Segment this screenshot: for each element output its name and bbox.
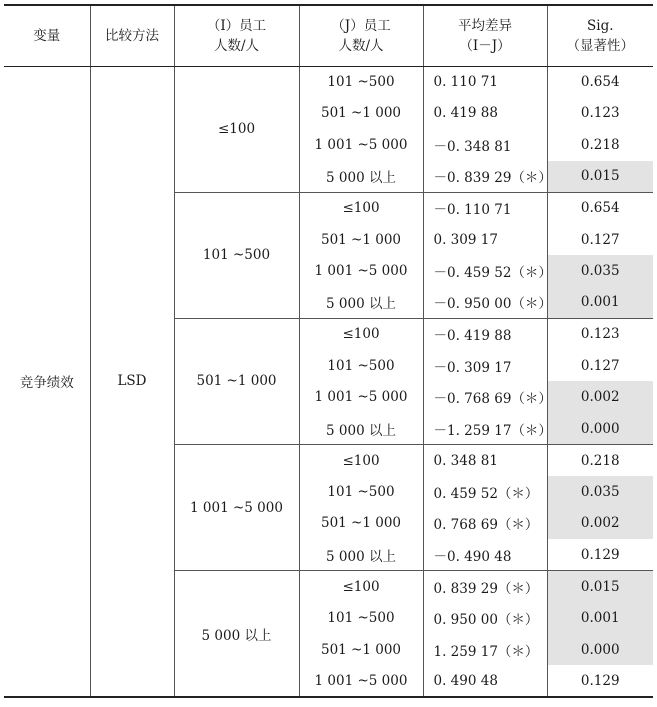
mean-difference-cell: －0. 419 88: [423, 318, 547, 350]
mean-difference-cell: －0. 309 17: [423, 350, 547, 382]
j-count-cell: 5 000 以上: [299, 539, 423, 571]
significance-cell: 0.002: [547, 508, 653, 540]
significance-cell: 0.654: [547, 66, 653, 98]
significance-cell: 0.015: [547, 571, 653, 603]
mean-difference-cell: 0. 459 52（＊）: [423, 476, 547, 508]
mean-difference-cell: －0. 459 52（＊）: [423, 255, 547, 287]
table-header: [4, 5, 653, 66]
significance-cell: 0.000: [547, 413, 653, 445]
significance-cell: 0.035: [547, 255, 653, 287]
mean-difference-cell: －1. 259 17（＊）: [423, 413, 547, 445]
mean-difference-cell: －0. 839 29（＊）: [423, 161, 547, 193]
j-count-cell: 501 ~1 000: [299, 224, 423, 256]
header-j-count: （J）员工 人数/人: [299, 5, 423, 66]
significance-cell: 0.000: [547, 634, 653, 666]
j-count-cell: 1 001 ~5 000: [299, 665, 423, 697]
significance-cell: 0.218: [547, 129, 653, 161]
significance-cell: 0.129: [547, 539, 653, 571]
i-group-cell: 5 000 以上: [174, 571, 299, 697]
j-count-cell: 101 ~500: [299, 602, 423, 634]
header-row: [4, 5, 653, 66]
j-count-cell: ≤100: [299, 318, 423, 350]
j-count-cell: 501 ~1 000: [299, 98, 423, 130]
significance-cell: 0.127: [547, 350, 653, 382]
significance-cell: 0.218: [547, 445, 653, 477]
lsd-comparison-table: [4, 4, 653, 698]
i-group-cell: 501 ~1 000: [174, 318, 299, 444]
significance-cell: 0.015: [547, 161, 653, 193]
j-count-cell: ≤100: [299, 571, 423, 603]
significance-cell: 0.001: [547, 602, 653, 634]
j-count-cell: 1 001 ~5 000: [299, 255, 423, 287]
variable-cell: 竞争绩效: [4, 66, 90, 697]
j-count-cell: 5 000 以上: [299, 287, 423, 319]
j-count-cell: 5 000 以上: [299, 161, 423, 193]
j-count-cell: ≤100: [299, 445, 423, 477]
mean-difference-cell: 1. 259 17（＊）: [423, 634, 547, 666]
header-significance: Sig. （显著性）: [547, 5, 653, 66]
significance-cell: 0.127: [547, 224, 653, 256]
significance-cell: 0.654: [547, 192, 653, 224]
significance-cell: 0.123: [547, 98, 653, 130]
significance-cell: 0.035: [547, 476, 653, 508]
mean-difference-cell: 0. 348 81: [423, 445, 547, 477]
mean-difference-cell: 0. 419 88: [423, 98, 547, 130]
significance-cell: 0.001: [547, 287, 653, 319]
j-count-cell: 101 ~500: [299, 476, 423, 508]
header-mean-difference: 平均差异 （I－J）: [423, 5, 547, 66]
significance-cell: 0.002: [547, 381, 653, 413]
j-count-cell: ≤100: [299, 192, 423, 224]
header-i-count: （I）员工 人数/人: [174, 5, 299, 66]
i-group-cell: 101 ~500: [174, 192, 299, 318]
mean-difference-cell: －0. 348 81: [423, 129, 547, 161]
header-method: 比较方法: [90, 5, 174, 66]
header-variable: 变量: [4, 5, 90, 66]
significance-cell: 0.123: [547, 318, 653, 350]
table-row: [4, 66, 653, 98]
mean-difference-cell: －0. 490 48: [423, 539, 547, 571]
mean-difference-cell: 0. 950 00（＊）: [423, 602, 547, 634]
mean-difference-cell: 0. 768 69（＊）: [423, 508, 547, 540]
mean-difference-cell: －0. 950 00（＊）: [423, 287, 547, 319]
i-group-cell: 1 001 ~5 000: [174, 445, 299, 571]
mean-difference-cell: 0. 490 48: [423, 665, 547, 697]
j-count-cell: 1 001 ~5 000: [299, 381, 423, 413]
mean-difference-cell: 0. 309 17: [423, 224, 547, 256]
mean-difference-cell: 0. 839 29（＊）: [423, 571, 547, 603]
table-body: [4, 66, 653, 697]
j-count-cell: 501 ~1 000: [299, 634, 423, 666]
j-count-cell: 101 ~500: [299, 66, 423, 98]
mean-difference-cell: －0. 768 69（＊）: [423, 381, 547, 413]
j-count-cell: 1 001 ~5 000: [299, 129, 423, 161]
mean-difference-cell: 0. 110 71: [423, 66, 547, 98]
j-count-cell: 5 000 以上: [299, 413, 423, 445]
j-count-cell: 501 ~1 000: [299, 508, 423, 540]
mean-difference-cell: －0. 110 71: [423, 192, 547, 224]
i-group-cell: ≤100: [174, 66, 299, 192]
method-cell: LSD: [90, 66, 174, 697]
significance-cell: 0.129: [547, 665, 653, 697]
j-count-cell: 101 ~500: [299, 350, 423, 382]
